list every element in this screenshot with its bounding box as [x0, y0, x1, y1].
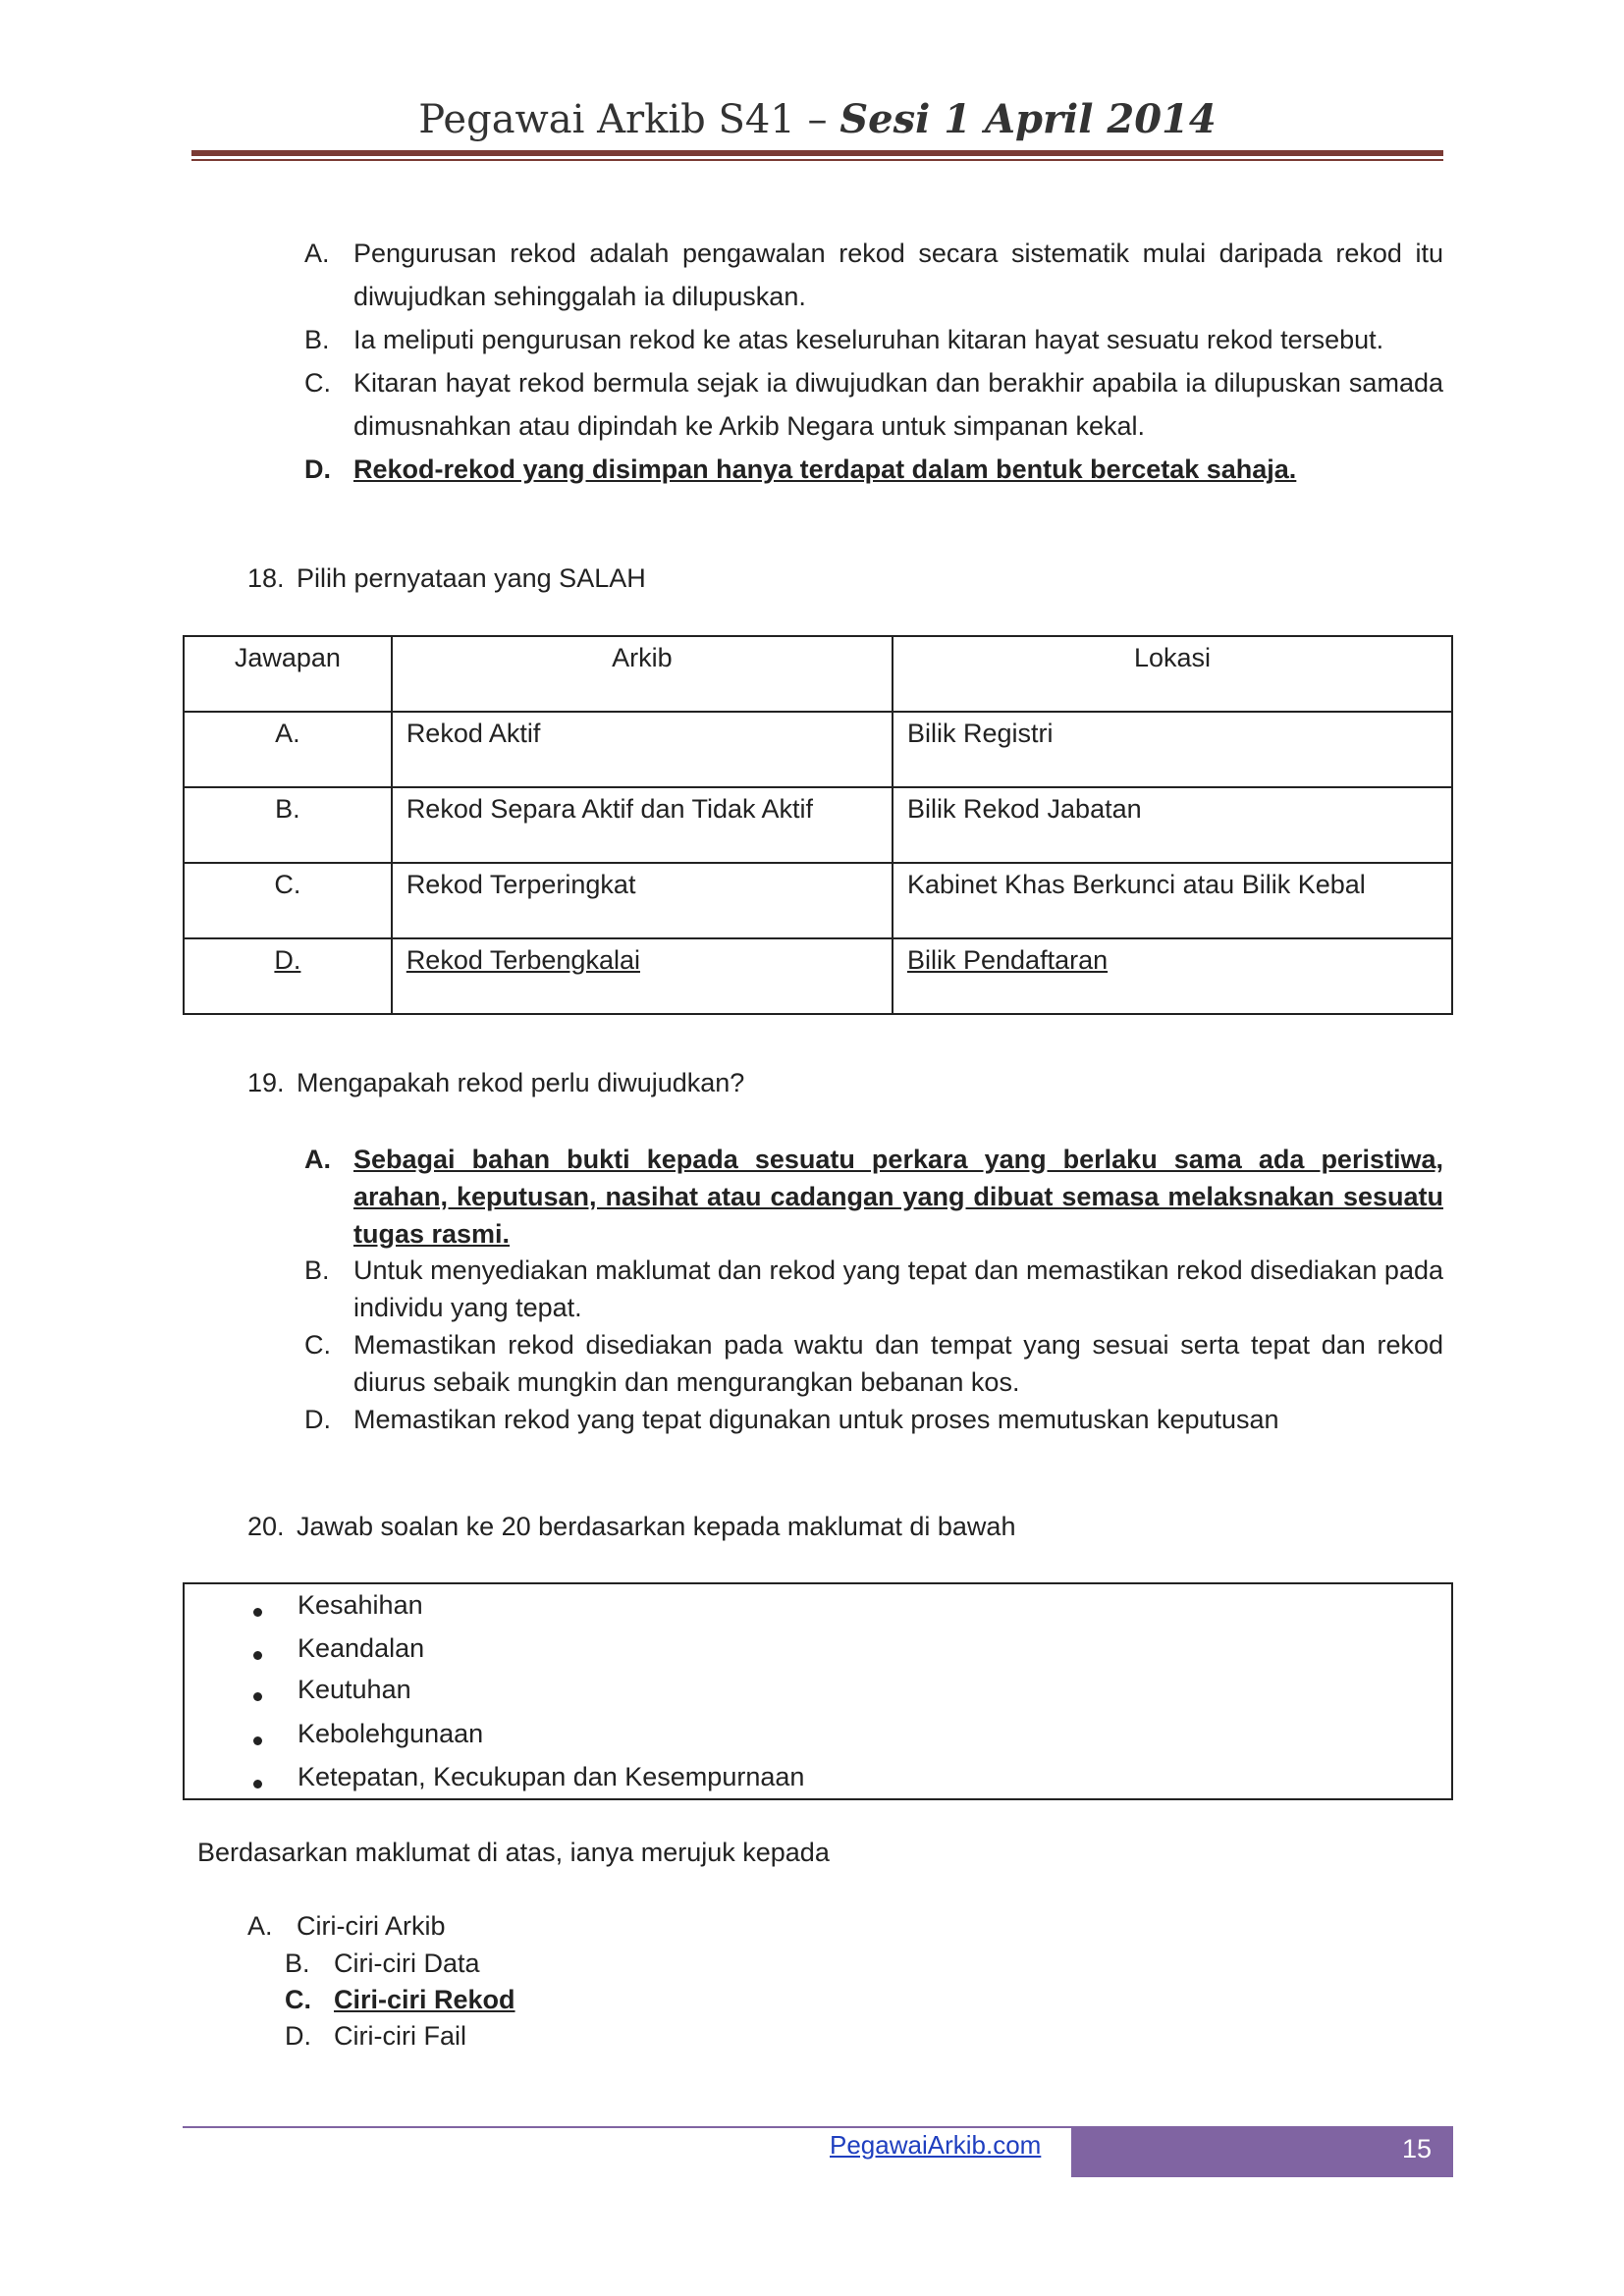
table-row — [184, 787, 1452, 863]
option-label: C. — [285, 1985, 311, 2014]
option-label: D. — [304, 1405, 331, 1434]
option-label: A. — [304, 239, 330, 268]
option-text: Ciri-ciri Rekod — [334, 1985, 515, 2014]
option-label: C. — [304, 1330, 331, 1360]
table-row — [184, 712, 1452, 787]
option-text: Pengurusan rekod adalah pengawalan rekod secara sistematik mulai daripada rekod itu diwujudkan sehinggalah ia dilupuskan. — [353, 239, 1443, 311]
column-header: Jawapan — [184, 636, 392, 712]
question-18 — [247, 563, 646, 594]
bullet-icon — [253, 1780, 262, 1789]
footer-site-link[interactable]: PegawaiArkib.com — [830, 2130, 1042, 2160]
bullet-icon — [253, 1692, 262, 1701]
question-number: 18. — [247, 563, 285, 593]
page-number: 15 — [1071, 2128, 1453, 2177]
question-text: Jawab soalan ke 20 berdasarkan kepada maklumat di bawah — [297, 1512, 1016, 1541]
list-item: Keandalan — [298, 1633, 425, 1663]
table-cell: Rekod Terbengkalai — [392, 938, 893, 1014]
option-label: A. — [304, 1145, 331, 1174]
option-label: D. — [285, 2021, 311, 2051]
list-item: Keutuhan — [298, 1675, 411, 1704]
q20-option-a — [247, 1911, 446, 1942]
bullet-icon — [253, 1651, 262, 1660]
option-text: Sebagai bahan bukti kepada sesuatu perkara yang berlaku sama ada peristiwa, arahan, keputusan, nasihat atau cadangan yang dibuat semasa melaksnakan sesuatu tugas rasmi. — [353, 1145, 1443, 1249]
bullet-icon — [253, 1736, 262, 1745]
option-text: Untuk menyediakan maklumat dan rekod yang tepat dan memastikan rekod disediakan pada individu yang tepat. — [353, 1255, 1443, 1322]
option-text: Memastikan rekod disediakan pada waktu dan tempat yang sesuai serta tepat dan rekod diurus sebaik mungkin dan mengurangkan bebanan kos. — [353, 1330, 1443, 1397]
q19-option-d — [304, 1402, 1443, 1441]
list-item: Kesahihan — [298, 1590, 423, 1620]
table-cell: B. — [184, 787, 392, 863]
table-cell: Kabinet Khas Berkunci atau Bilik Kebal — [893, 863, 1452, 938]
table-cell: A. — [184, 712, 392, 787]
column-header: Lokasi — [893, 636, 1452, 712]
option-label: A. — [247, 1911, 273, 1941]
option-text: Ciri-ciri Data — [334, 1949, 480, 1978]
option-text: Ciri-ciri Arkib — [297, 1911, 446, 1941]
q19-option-b — [304, 1253, 1443, 1327]
table-cell: Rekod Separa Aktif dan Tidak Aktif — [392, 787, 893, 863]
question-text: Pilih pernyataan yang SALAH — [297, 563, 646, 593]
option-label: D. — [304, 454, 331, 484]
q19-option-c — [304, 1327, 1443, 1402]
q17-option-c — [304, 362, 1443, 451]
table-cell: Rekod Aktif — [392, 712, 893, 787]
header-title-session: Sesi 1 April 2014 — [839, 96, 1217, 142]
question-19 — [247, 1068, 744, 1098]
option-label: C. — [304, 368, 331, 398]
table-cell: Bilik Registri — [893, 712, 1452, 787]
table-row — [184, 863, 1452, 938]
header-rule-thin — [191, 159, 1443, 161]
question-number: 20. — [247, 1512, 285, 1541]
option-text: Ia meliputi pengurusan rekod ke atas keseluruhan kitaran hayat sesuatu rekod tersebut. — [353, 325, 1384, 354]
table-cell: C. — [184, 863, 392, 938]
q17-option-a — [304, 233, 1443, 321]
option-label: B. — [304, 1255, 330, 1285]
header-title — [191, 96, 1443, 142]
table-row-answer — [184, 938, 1452, 1014]
table-cell: Bilik Rekod Jabatan — [893, 787, 1452, 863]
q17-option-b — [304, 319, 1443, 363]
question-number: 19. — [247, 1068, 285, 1097]
q20-option-c-answer — [285, 1985, 515, 2015]
table-cell: Rekod Terperingkat — [392, 863, 893, 938]
list-item: Ketepatan, Kecukupan dan Kesempurnaan — [298, 1762, 805, 1791]
option-text: Ciri-ciri Fail — [334, 2021, 466, 2051]
q20-info-box — [183, 1582, 1453, 1800]
q18-table — [183, 635, 1453, 1015]
option-text: Memastikan rekod yang tepat digunakan untuk proses memutuskan keputusan — [353, 1405, 1279, 1434]
header-rule — [191, 150, 1443, 156]
q20-stem: Berdasarkan maklumat di atas, ianya merujuk kepada — [197, 1838, 830, 1867]
table-cell: D. — [184, 938, 392, 1014]
table-header-row — [184, 636, 1452, 712]
list-item: Kebolehgunaan — [298, 1719, 484, 1748]
q20-option-d — [285, 2021, 466, 2052]
header-title-plain: Pegawai Arkib S41 – — [418, 97, 840, 142]
question-text: Mengapakah rekod perlu diwujudkan? — [297, 1068, 745, 1097]
option-label: B. — [285, 1949, 310, 1978]
column-header: Arkib — [392, 636, 893, 712]
q19-option-a-answer — [304, 1142, 1443, 1252]
option-text: Rekod-rekod yang disimpan hanya terdapat dalam bentuk bercetak sahaja. — [353, 454, 1297, 484]
bullet-icon — [253, 1608, 262, 1617]
q17-option-d-answer — [304, 449, 1443, 493]
option-label: B. — [304, 325, 330, 354]
q20-option-b — [285, 1949, 480, 1979]
table-cell: Bilik Pendaftaran — [893, 938, 1452, 1014]
option-text: Kitaran hayat rekod bermula sejak ia diwujudkan dan berakhir apabila ia dilupuskan samada dimusnahkan atau dipindah ke Arkib Negara untuk simpanan kekal. — [353, 368, 1443, 441]
question-20 — [247, 1512, 1015, 1542]
